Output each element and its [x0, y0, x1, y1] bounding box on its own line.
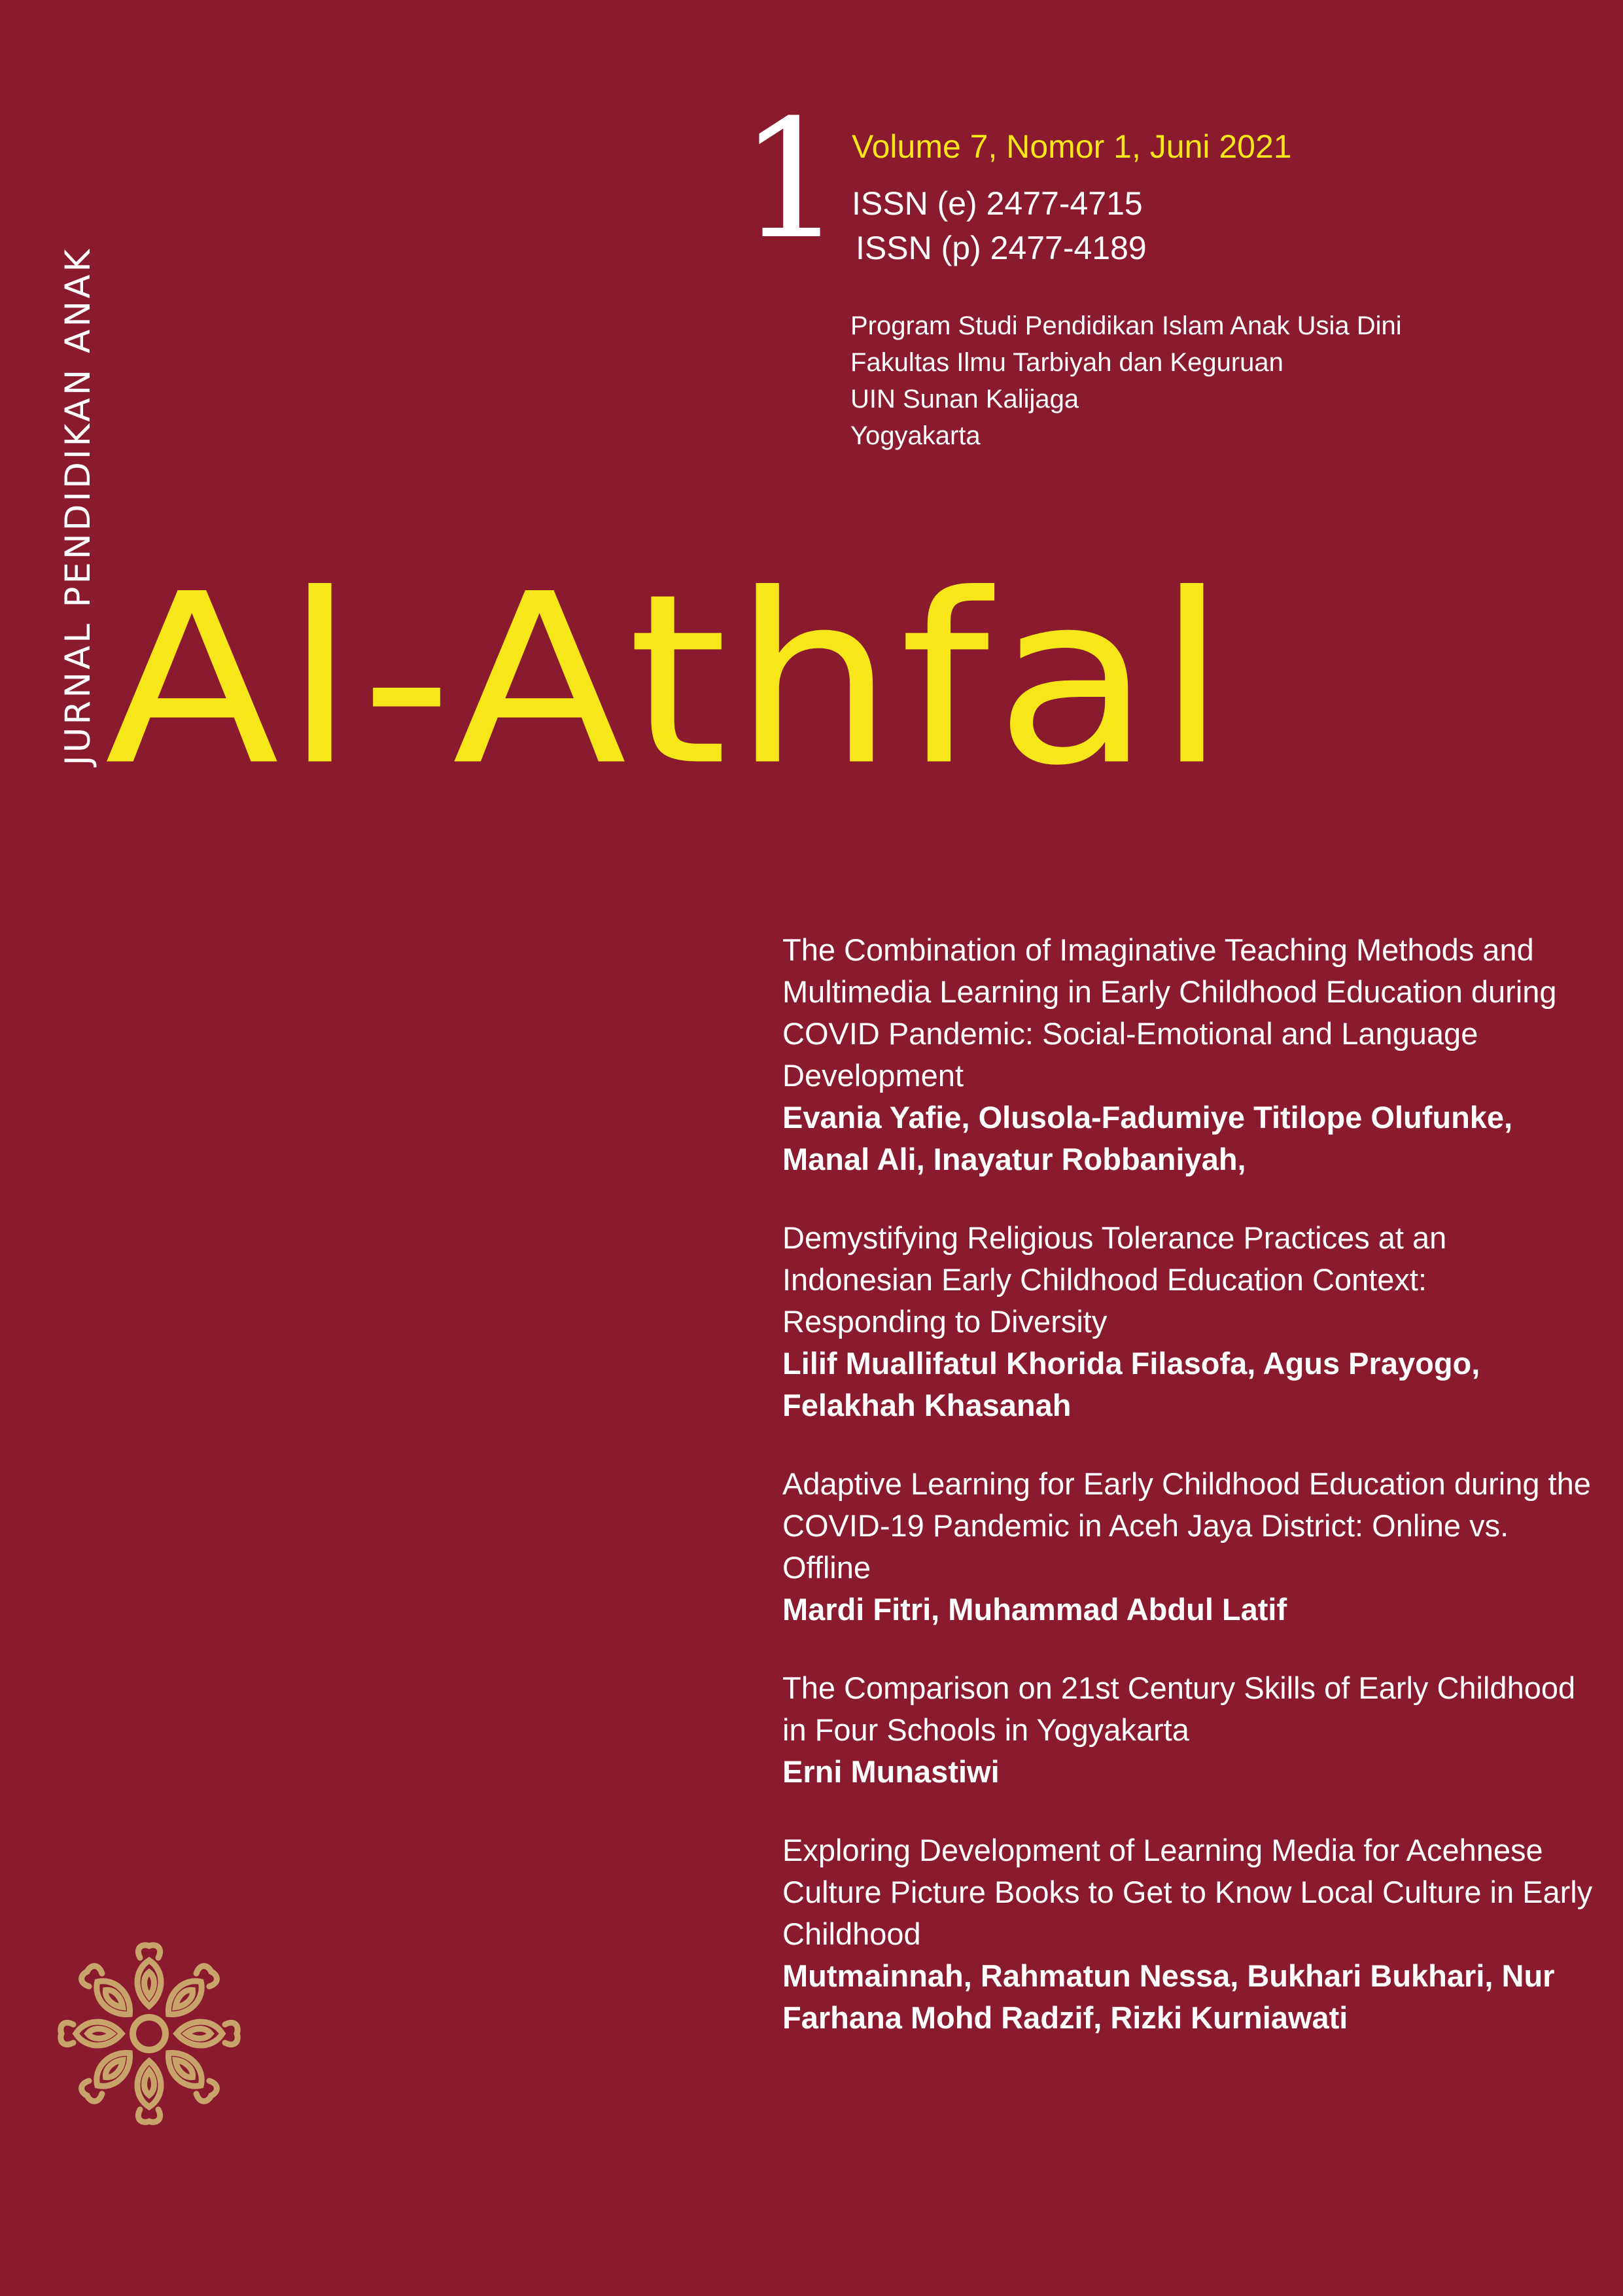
institution-faculty: Fakultas Ilmu Tarbiyah dan Keguruan — [850, 348, 1283, 377]
issue-number: 1 — [739, 84, 844, 275]
institution-program: Program Studi Pendidikan Islam Anak Usia Dini — [850, 311, 1402, 340]
floral-rosette-icon — [56, 1941, 242, 2127]
issn-electronic: ISSN (e) 2477-4715 — [852, 185, 1143, 222]
article-title: The Combination of Imaginative Teaching Methods and Multimedia Learning in Early Childhood Education during COVID Pandemic: Social-Emotional and Language Development — [782, 932, 1557, 1093]
issn-print: ISSN (p) 2477-4189 — [856, 230, 1147, 266]
series-label: JURNAL PENDIDIKAN ANAK — [58, 247, 98, 766]
article-item — [782, 929, 1594, 1180]
article-title: Adaptive Learning for Early Childhood Education during the COVID-19 Pandemic in Aceh Jaya District: Online vs. Offline — [782, 1466, 1591, 1585]
journal-title: Al-Athfal — [105, 543, 1232, 817]
article-authors: Lilif Muallifatul Khorida Filasofa, Agus Prayogo, Felakhah Khasanah — [782, 1346, 1480, 1422]
institution-city: Yogyakarta — [850, 421, 981, 450]
institution-university: UIN Sunan Kalijaga — [850, 385, 1079, 414]
volume-line: Volume 7, Nomor 1, Juni 2021 — [852, 128, 1292, 165]
article-item — [782, 1829, 1594, 2039]
table-of-contents — [782, 929, 1594, 2039]
article-authors: Erni Munastiwi — [782, 1754, 1000, 1789]
article-title: Exploring Development of Learning Media for Acehnese Culture Picture Books to Get to Know Local Culture in Early Childhood — [782, 1833, 1593, 1951]
article-authors: Evania Yafie, Olusola-Fadumiye Titilope Olufunke, Manal Ali, Inayatur Robbaniyah, — [782, 1100, 1513, 1176]
article-authors: Mardi Fitri, Muhammad Abdul Latif — [782, 1592, 1287, 1627]
article-item — [782, 1217, 1594, 1426]
article-title: The Comparison on 21st Century Skills of Early Childhood in Four Schools in Yogyakarta — [782, 1670, 1576, 1747]
article-item — [782, 1667, 1594, 1793]
institution-block — [850, 308, 1402, 454]
article-title: Demystifying Religious Tolerance Practices at an Indonesian Early Childhood Education Context: Responding to Diversity — [782, 1220, 1447, 1339]
article-item — [782, 1463, 1594, 1631]
article-authors: Mutmainnah, Rahmatun Nessa, Bukhari Bukhari, Nur Farhana Mohd Radzif, Rizki Kurniawati — [782, 1958, 1555, 2035]
